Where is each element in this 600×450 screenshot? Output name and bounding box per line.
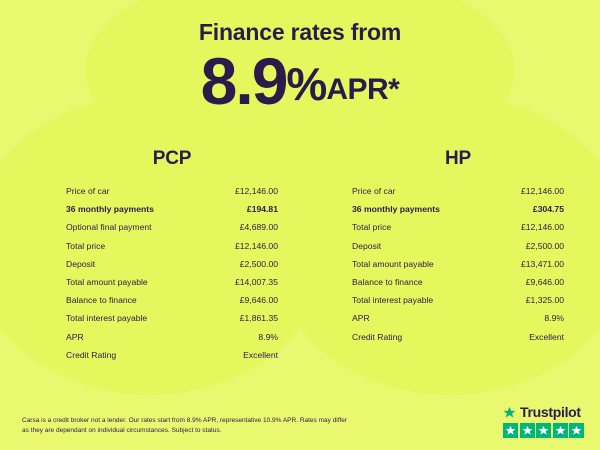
percent-symbol: % [286, 58, 327, 110]
row-label: Total price [352, 222, 392, 233]
row-value: £304.75 [532, 204, 564, 215]
table-row [352, 237, 564, 255]
row-label: Deposit [352, 240, 382, 251]
table-row [352, 182, 564, 200]
row-value: £1,325.00 [525, 295, 564, 306]
table-row [352, 218, 564, 236]
row-value: 8.9% [258, 331, 278, 342]
hp-rates-table [352, 182, 564, 346]
table-row [66, 200, 278, 218]
row-label: Total amount payable [352, 258, 434, 269]
star-icon [569, 423, 584, 438]
row-label: APR [352, 313, 370, 324]
trustpilot-wordmark: Trustpilot [520, 404, 581, 420]
row-value: £2,500.00 [239, 258, 278, 269]
table-row [66, 273, 278, 291]
table-row [352, 255, 564, 273]
row-value: £9,646.00 [525, 277, 564, 288]
star-icon [553, 423, 568, 438]
row-label: Total amount payable [66, 277, 148, 288]
page-title: Finance rates from [198, 19, 402, 45]
row-value: £2,500.00 [525, 240, 564, 251]
row-label: Price of car [352, 186, 396, 197]
table-row [352, 291, 564, 309]
trustpilot-rating [503, 404, 584, 438]
row-label: Deposit [66, 258, 96, 269]
row-value: £14,007.35 [234, 277, 278, 288]
row-label: APR [66, 331, 84, 342]
trustpilot-logo-star-icon [503, 406, 516, 419]
star-icon [520, 423, 535, 438]
row-value: £9,646.00 [239, 295, 278, 306]
table-row [352, 273, 564, 291]
table-row [352, 328, 564, 346]
pcp-rates-table [66, 182, 278, 364]
footer [0, 392, 600, 450]
row-label: Optional final payment [66, 222, 152, 233]
column-hp [300, 148, 586, 364]
row-label: Total interest payable [352, 295, 434, 306]
row-value: Excellent [243, 349, 278, 360]
column-pcp [14, 148, 300, 364]
headline-rate [0, 44, 600, 118]
row-value: £12,146.00 [520, 222, 564, 233]
row-value: £12,146.00 [234, 186, 278, 197]
row-value: 8.9% [544, 313, 564, 324]
table-row [66, 255, 278, 273]
disclaimer-text: Carsa is a credit broker not a lender. Our rates start from 8.9% APR, representative 10.9% APR. Rates may differ as they are dependant on individual circumstances. Subject to status. [22, 416, 348, 434]
table-row [352, 200, 564, 218]
row-label: Credit Rating [66, 349, 117, 360]
column-pcp-title: PCP [152, 148, 192, 169]
row-label: Balance to finance [352, 277, 423, 288]
row-value: £1,861.35 [239, 313, 278, 324]
table-row [66, 328, 278, 346]
rates-columns [0, 148, 600, 364]
trustpilot-stars [503, 423, 584, 438]
star-icon [536, 423, 551, 438]
table-row [352, 309, 564, 327]
row-label: 36 monthly payments [352, 204, 440, 215]
row-value: £13,471.00 [520, 258, 564, 269]
table-row [66, 309, 278, 327]
row-label: Total interest payable [66, 313, 148, 324]
column-hp-title: HP [445, 148, 471, 169]
row-value: Excellent [529, 331, 564, 342]
row-label: Credit Rating [352, 331, 403, 342]
row-value: £12,146.00 [234, 240, 278, 251]
table-row [66, 218, 278, 236]
row-value: £12,146.00 [520, 186, 564, 197]
headline-rate-apr-label: APR* [326, 73, 400, 106]
row-value: £194.81 [246, 204, 278, 215]
row-value: £4,689.00 [239, 222, 278, 233]
table-row [66, 237, 278, 255]
row-label: Price of car [66, 186, 110, 197]
table-row [66, 346, 278, 364]
row-label: Total price [66, 240, 106, 251]
row-label: 36 monthly payments [66, 204, 154, 215]
headline-rate-number: 8.9 [200, 44, 287, 118]
table-row [66, 182, 278, 200]
table-row [66, 291, 278, 309]
row-label: Balance to finance [66, 295, 137, 306]
star-icon [503, 423, 518, 438]
